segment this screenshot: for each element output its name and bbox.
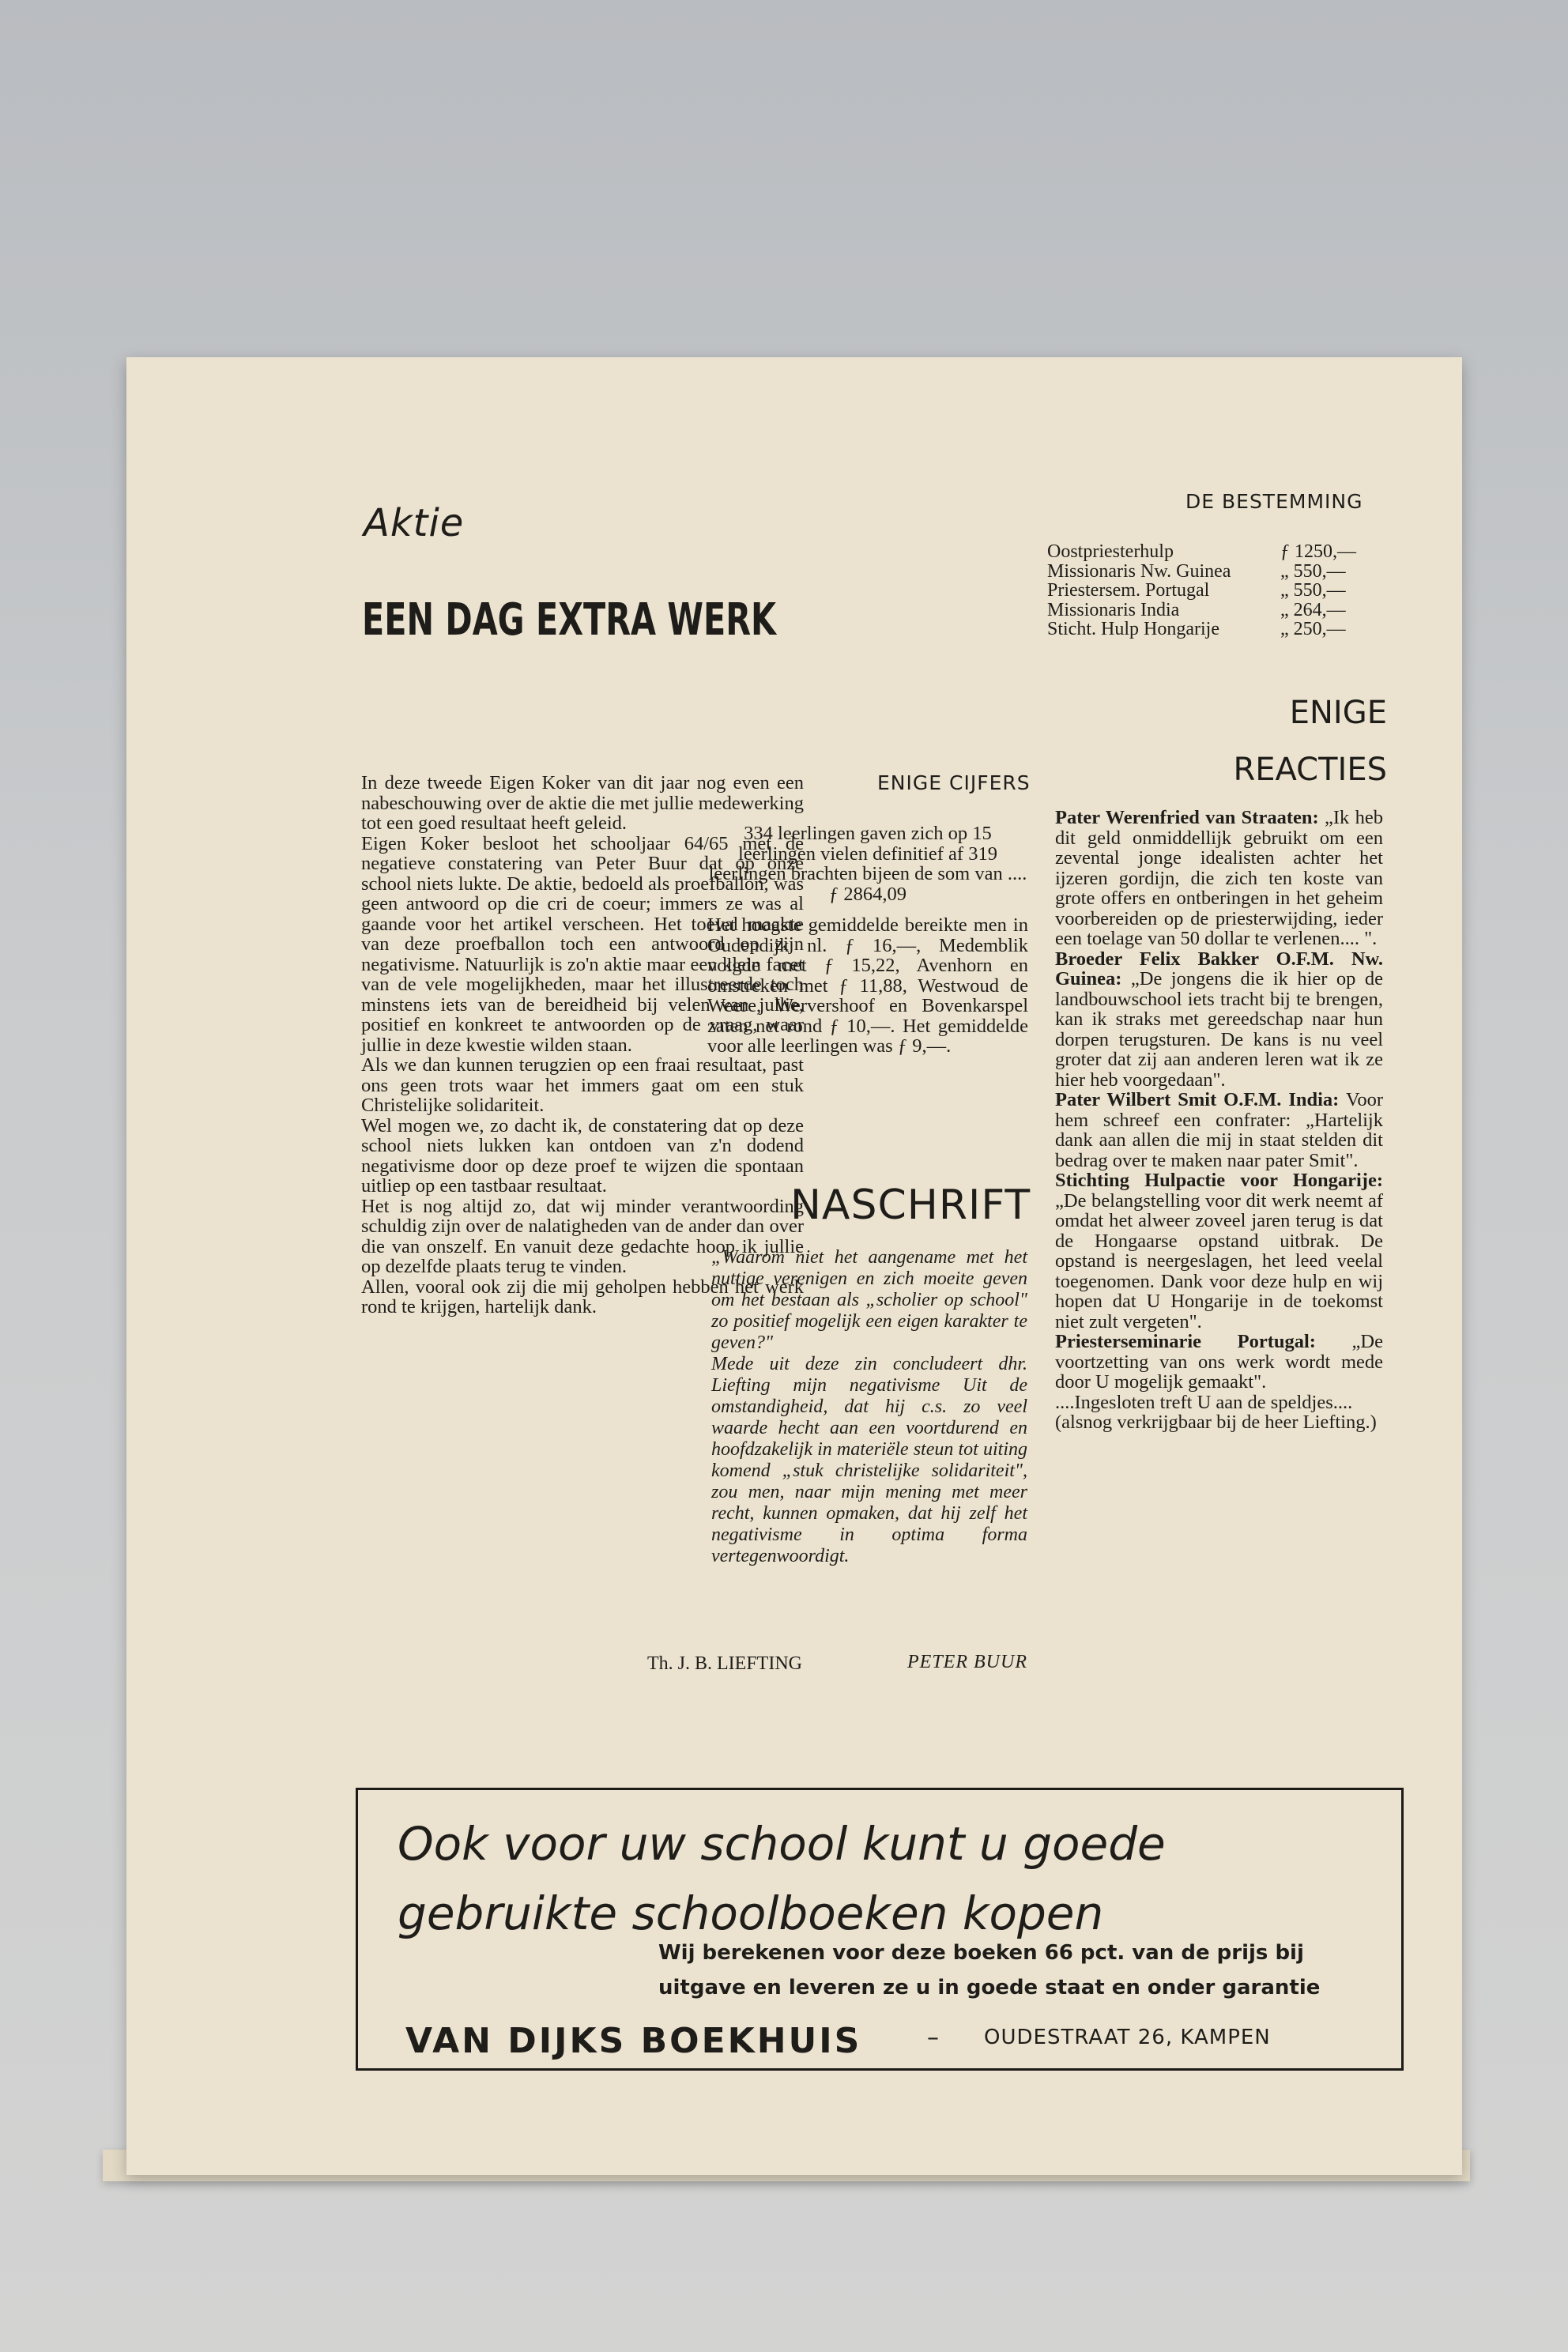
reacties-footer: ....Ingesloten treft U aan de speldjes.... bbox=[1055, 1391, 1353, 1413]
paragraph: Het hoogste gemiddelde bereikte men in Oudendijk nl. ƒ 16,—, Medemblik volgde met ƒ 15,22, Avenhorn en omstreken met ƒ 11,88, Westwoud de Weere, Wervershoof en Bovenkarspel zaten net rond ƒ 10,—. Het gemiddelde voor alle leerlingen was ƒ 9,—. bbox=[707, 914, 1028, 1057]
reactie-from: Priesterseminarie Portugal: bbox=[1055, 1331, 1316, 1352]
reacties-body bbox=[1055, 808, 1383, 1433]
reactie-text: „De jongens die ik hier op de landbouwschool iets tracht bij te brengen, kan ik straks met gereedschap naar hun dorpen terugsturen. De kans is nu veel groter dat zij aan anderen leren wat ik ze hier heb voorgedaan". bbox=[1055, 968, 1384, 1091]
reactie-text: „De voortzetting van ons werk wordt mede door U mogelijk gemaakt". bbox=[1055, 1331, 1383, 1393]
reactie-item bbox=[1055, 808, 1383, 949]
row-amount: „ 264,— bbox=[1280, 599, 1346, 620]
reactie-from: Stichting Hulpactie voor Hongarije: bbox=[1055, 1170, 1383, 1191]
table-row bbox=[1047, 562, 1367, 582]
reacties-title-line: ENIGE bbox=[1289, 695, 1387, 731]
row-amount: „ 550,— bbox=[1280, 560, 1346, 582]
row-name: Oostpriesterhulp bbox=[1047, 541, 1174, 562]
row-amount: „ 550,— bbox=[1280, 580, 1346, 601]
paragraph: Als we dan kunnen terugzien op een fraai resultaat, past ons geen trots waar het immers gaat om een stuk Christelijke solidariteit. bbox=[361, 1054, 804, 1116]
paragraph: Eigen Koker besloot het schooljaar 64/65 met de negatieve constatering van Peter Buur dat op onze school niets lukte. De aktie, bedoeld als proefballon, was geen antwoord op die cri de coeur; immers ze was al gaande voor het artikel verscheen. Het toeval maakte van deze proefballon toch een antwoord op zijn negativisme. Natuurlijk is zo'n aktie maar een klein facet van de vele mogelijkheden, maar het illustreerde toch minstens iets van de bereidheid bij velen van jullie, positief en konkreet te antwoorden op de vraag, waar jullie in deze kwestie wilden staan. bbox=[361, 832, 804, 1056]
reactie-text: „De belangstelling voor dit werk neemt af omdat het alweer zoveel jaren terug is dat de Hongaarse opstand uitbrak. De opstand is neergeslagen, het leed veelal toegenomen. Dank voor deze hulp en wij hopen dat U Hongarije in de toekomst niet zult vergeten". bbox=[1055, 1189, 1383, 1332]
reacties-title bbox=[1233, 684, 1387, 798]
ad-shop-name: VAN DIJKS BOEKHUIS bbox=[405, 2021, 862, 2061]
naschrift-body bbox=[711, 1247, 1027, 1567]
table-row bbox=[1047, 581, 1367, 601]
table-row bbox=[1047, 542, 1367, 562]
reactie-text: „Ik heb dit geld onmiddellijk gebruikt om een zevental jonge idealisten achter het ijzeren gordijn, die zich ten koste van grote offers en ontberingen in het geheim voorbereiden op de priesterwijding, ieder een toelage van 50 dollar te verlenen.... ". bbox=[1055, 807, 1383, 949]
article-signature: Th. J. B. LIEFTING bbox=[647, 1653, 802, 1674]
reacties-footer: (alsnog verkrijgbaar bij de heer Liefting.) bbox=[1055, 1412, 1377, 1433]
ad-subtext: Wij berekenen voor deze boeken 66 pct. van de prijs bij uitgave en leveren ze u in goede staat en onder garantie bbox=[658, 1941, 1321, 2000]
article-headline: EEN DAG EXTRA WERK bbox=[362, 594, 777, 646]
advertisement bbox=[356, 1788, 1404, 2071]
reactie-from: Pater Werenfried van Straaten: bbox=[1055, 807, 1319, 828]
paragraph: In deze tweede Eigen Koker van dit jaar nog even een nabeschouwing over de aktie die met jullie medewerking tot een goed resultaat heeft geleid. bbox=[361, 772, 804, 834]
naschrift-title: NASCHRIFT bbox=[790, 1182, 1031, 1229]
paragraph: Allen, vooral ook zij die mij geholpen hebben het werk rond te krijgen, hartelijk dank. bbox=[361, 1276, 804, 1317]
cijfers-title: ENIGE CIJFERS bbox=[877, 771, 1031, 794]
reacties-title-line: REACTIES bbox=[1233, 752, 1387, 788]
paragraph: „Waarom niet het aangename met het nuttige verenigen en zich moeite geven om het bestaan als „scholier op school" zo positief mogelijk een eigen karakter te geven?" bbox=[711, 1247, 1027, 1353]
reactie-item bbox=[1055, 949, 1383, 1091]
paragraph: Mede uit deze zin concludeert dhr. Liefting mijn negativisme Uit de omstandigheid, dat hij c.s. zo veel waarde hecht aan een voortdurend en hoofdzakelijk in materiële steun tot uiting komend „stuk christelijke solidariteit", zou men, naar mijn mening met meer recht, kunnen opmaken, dat hij zelf het negativisme in optima forma vertegenwoordigt. bbox=[711, 1354, 1027, 1566]
row-name: Missionaris India bbox=[1047, 599, 1180, 620]
magazine-page bbox=[126, 357, 1462, 2175]
bestemming-table bbox=[1047, 542, 1367, 639]
paragraph: Het is nog altijd zo, dat wij minder verantwoording schuldig zijn over de nalatigheden van de ander dan over die van onszelf. En vanuit deze gedachte hoop ik jullie op dezelfde plaats terug te vinden. bbox=[361, 1195, 804, 1277]
row-name: Missionaris Nw. Guinea bbox=[1047, 560, 1231, 582]
table-row bbox=[1047, 601, 1367, 620]
reactie-item bbox=[1055, 1170, 1383, 1332]
reactie-from: Broeder Felix Bakker O.F.M. Nw. Guinea: bbox=[1055, 948, 1383, 989]
paragraph: 334 leerlingen gaven zich op 15 leerlingen vielen definitief af 319 leerlingen brachten bijeen de som van .... ƒ 2864,09 bbox=[708, 823, 1027, 905]
row-amount: ƒ 1250,— bbox=[1280, 541, 1356, 562]
table-row bbox=[1047, 620, 1367, 639]
reactie-from: Pater Wilbert Smit O.F.M. India: bbox=[1055, 1089, 1340, 1110]
row-amount: „ 250,— bbox=[1280, 619, 1346, 639]
paragraph: Wel mogen we, zo dacht ik, de constatering dat op deze school niets lukken kan ontdoen van z'n dodend negativisme door op deze proef te wijzen die spontaan uitliep op een tastbaar resultaat. bbox=[361, 1114, 804, 1197]
reactie-item bbox=[1055, 1332, 1383, 1393]
ad-headline: Ook voor uw school kunt u goede gebruikte schoolboeken kopen bbox=[398, 1817, 1166, 1940]
ad-dash: – bbox=[927, 2024, 939, 2052]
naschrift-signature: PETER BUUR bbox=[907, 1652, 1027, 1672]
cijfers-body bbox=[707, 824, 1028, 1057]
row-name: Sticht. Hulp Hongarije bbox=[1047, 619, 1219, 639]
article-kicker: Aktie bbox=[364, 501, 465, 545]
reactie-item bbox=[1055, 1090, 1383, 1170]
reactie-text: Voor hem schreef een confrater: „Hartelijk dank aan allen die mij in staat stelden dit bedrag over te maken naar pater Smit". bbox=[1055, 1089, 1384, 1171]
bestemming-title: DE BESTEMMING bbox=[1185, 490, 1363, 513]
row-name: Priestersem. Portugal bbox=[1047, 580, 1210, 601]
ad-address: OUDESTRAAT 26, KAMPEN bbox=[984, 2026, 1271, 2049]
